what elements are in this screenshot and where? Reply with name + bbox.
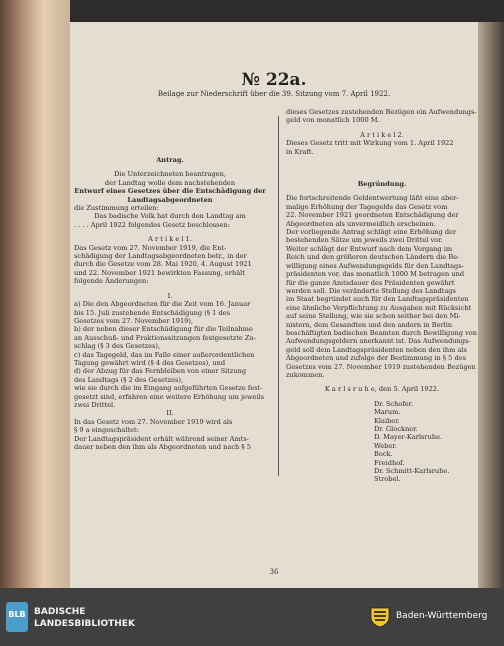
signatory-name: Dr. Schmitt-Karlsruhe. [374, 467, 450, 476]
text-line: A r t i k e l 1. [148, 235, 192, 244]
text-line: Begründung. [357, 180, 407, 189]
document-page [70, 22, 478, 588]
text-line: zukommen. [286, 370, 325, 379]
page-edge-shadow [478, 22, 504, 588]
text-line: Abgeordneten als unvermeidlich erscheinen. [286, 219, 436, 228]
text-line: d) der Abzug für das Fernbleiben von einer Sitzung [74, 367, 247, 376]
text-line: Gesetzes vom 27. November 1919), [74, 316, 194, 325]
text-line: willigung eines Aufwendungsgelds für den Landtags- [286, 261, 464, 270]
text-line: präsidenten vor, das monatlich 1000 M betragen und [286, 270, 465, 279]
text-line: Aufwendungsgeldern anerkannt ist. Das Aufwendungs- [286, 337, 471, 346]
text-line: b) der neben dieser Entschädigung für die Teilnahme [74, 325, 253, 334]
text-line: Reich und den größeren deutschen Ländern die Be- [286, 253, 460, 262]
text-line: bis 15. Juli zustehende Entschädigung (§ 1 des [74, 308, 230, 317]
signatory-name: Strobel. [374, 475, 401, 484]
signatory-name: Dr. Glockner. [374, 425, 418, 433]
spacer [74, 144, 266, 156]
text-line: § 9 a eingeschaltet: [74, 426, 139, 435]
text-line: a) Die den Abgeordneten für die Zeit vom 16. Januar [74, 300, 251, 309]
spacer [286, 156, 478, 168]
spacer [286, 168, 478, 180]
text-line: II. [166, 409, 174, 418]
signatory-name: D. Mayer-Karlsruhe. [374, 433, 443, 442]
signatory-name: Bock. [374, 450, 393, 459]
text-line: auf seine Stellung, wie sie schon seither bei den Mi- [286, 312, 461, 321]
baden-wuerttemberg-coat-of-arms-icon [368, 606, 392, 628]
text-line: Das badische Volk hat durch den Landtag am [94, 212, 246, 221]
text-line: schädigung der Landtagsabgeordneten betr., in der [74, 252, 247, 261]
text-line: folgende Änderungen: [74, 277, 149, 286]
text-line: für die ganze Amtsdauer des Präsidenten gewährt [286, 278, 455, 287]
text-line: durch die Gesetze vom 28. Mai 1920, 4. August 1921 [74, 260, 252, 269]
right-text-column [286, 108, 478, 484]
text-line: der Landtag wolle dem nachstehenden [104, 178, 236, 187]
text-line: bestehenden Sätze um jeweils zwei Drittel vor. [286, 236, 443, 245]
column-divider [278, 116, 279, 476]
document-number-title: № 22a. [241, 70, 307, 90]
text-line: wie sie durch die im Eingang aufgeführten Gesetze fest- [74, 384, 263, 393]
text-line: schlag (§ 3 des Gesetzes), [74, 342, 161, 351]
blb-logo[interactable] [6, 602, 28, 632]
text-line: die Zustimmung erteilen: [74, 204, 159, 213]
text-line: Antrag. [156, 156, 184, 164]
signatory-name: Klaiber. [374, 416, 400, 425]
spacer [74, 132, 266, 144]
text-line: Abgeordneten und zufolge der Bestimmung in § 5 des [286, 354, 466, 363]
library-name-line2: LANDESBIBLIOTHEK [34, 619, 135, 629]
footer-bar [0, 588, 504, 646]
text-line: Der vorliegende Antrag schlägt eine Erhöhung der [286, 228, 457, 237]
text-line: und 22. November 1921 bewirkten Fassung, erhält [74, 268, 245, 277]
signatory-name: Weber. [374, 441, 397, 450]
text-line: in Kraft. [286, 147, 314, 156]
text-line: . . . . April 1922 folgendes Gesetz beschlossen: [74, 220, 230, 229]
text-line: beschäftigten badischen Beamten durch Bewilligung von [286, 328, 478, 337]
text-line: Die Unterzeichneten beantragen, [114, 170, 226, 179]
text-line: im Staat begründet auch für den Landtagspräsidenten [286, 295, 469, 304]
spacer [74, 120, 266, 132]
text-line: werden soll. Die veränderte Stellung des Landtags [286, 286, 456, 295]
blb-logo-text: BLB [8, 610, 26, 619]
left-text-column [74, 108, 266, 451]
text-line: malige Erhöhung der Tagegelds das Gesetz vom [286, 202, 448, 211]
text-line: 22. November 1921 geordneten Entschädigung der [286, 211, 459, 220]
text-line: A r t i k e l 2. [360, 130, 404, 139]
text-line: Weiter schlägt der Entwurf nach dem Vorgang im [286, 244, 453, 253]
text-line: dieses Gesetzes zustehenden Bezügen ein Aufwendungs- [286, 108, 477, 116]
text-line: K a r l s r u h e, den 5. April 1922. [324, 385, 440, 394]
document-subtitle: Beilage zur Niederschrift über die 39. Sitzung vom 7. April 1922. [157, 90, 391, 98]
library-name[interactable] [34, 606, 135, 630]
text-line: nistern, dem Gesandten und den andern in Berlin [286, 320, 453, 329]
text-line: Tagung gewährt wird (§ 4 des Gesetzes), und [74, 358, 226, 367]
text-line: c) das Tagegeld, das im Falle einer außerordentlichen [74, 350, 255, 359]
library-name-line1: BADISCHE [34, 607, 86, 617]
text-line: I. [167, 291, 173, 300]
text-line: Gesetzes vom 27. November 1919 zustehenden Bezügen [286, 362, 476, 371]
text-line: eine ähnliche Verpflichtung zu Ausgaben mit Rücksicht [286, 303, 472, 312]
spacer [74, 108, 266, 120]
text-line: geld von monatlich 1000 M. [286, 116, 380, 125]
text-line: an Ausschuß- und Fraktionssitzungen festgesetzte Zu- [74, 333, 256, 342]
text-line: Das Gesetz vom 27. November 1919, die Ent- [74, 243, 227, 252]
signatory-name: Marum. [374, 408, 401, 417]
text-line: Landtagsabgeordneten [127, 195, 213, 204]
page-number: 36 [269, 568, 279, 576]
text-line: gesetzt sind, erfahren eine weitere Erhöhung um jeweils [74, 392, 265, 401]
text-line: des Landtags (§ 2 des Gesetzes), [74, 375, 184, 384]
signatory-name: Dr. Schofer. [374, 399, 414, 408]
text-line: zwei Drittel. [74, 400, 116, 409]
text-line: Entwurf eines Gesetzes über die Entschädigung der [74, 187, 266, 196]
text-line: dauer neben den ihm als Abgeordneten und nach § 5 [74, 443, 251, 451]
text-line: Der Landtagspräsident erhält während seiner Amts- [74, 434, 249, 443]
signatory-name: Freidhof. [374, 458, 405, 467]
state-name[interactable]: Baden-Württemberg [396, 611, 488, 621]
text-line: In das Gesetz vom 27. November 1919 wird als [74, 417, 233, 426]
text-line: Dieses Gesetz tritt mit Wirkung vom 1. April 1922 [286, 139, 454, 148]
book-binding-gutter [0, 0, 70, 588]
text-line: Die fortschreitende Geldentwertung läßt eine aber- [286, 194, 459, 203]
text-line: geld soll dem Landtagspräsidenten neben den ihm als [286, 345, 467, 354]
